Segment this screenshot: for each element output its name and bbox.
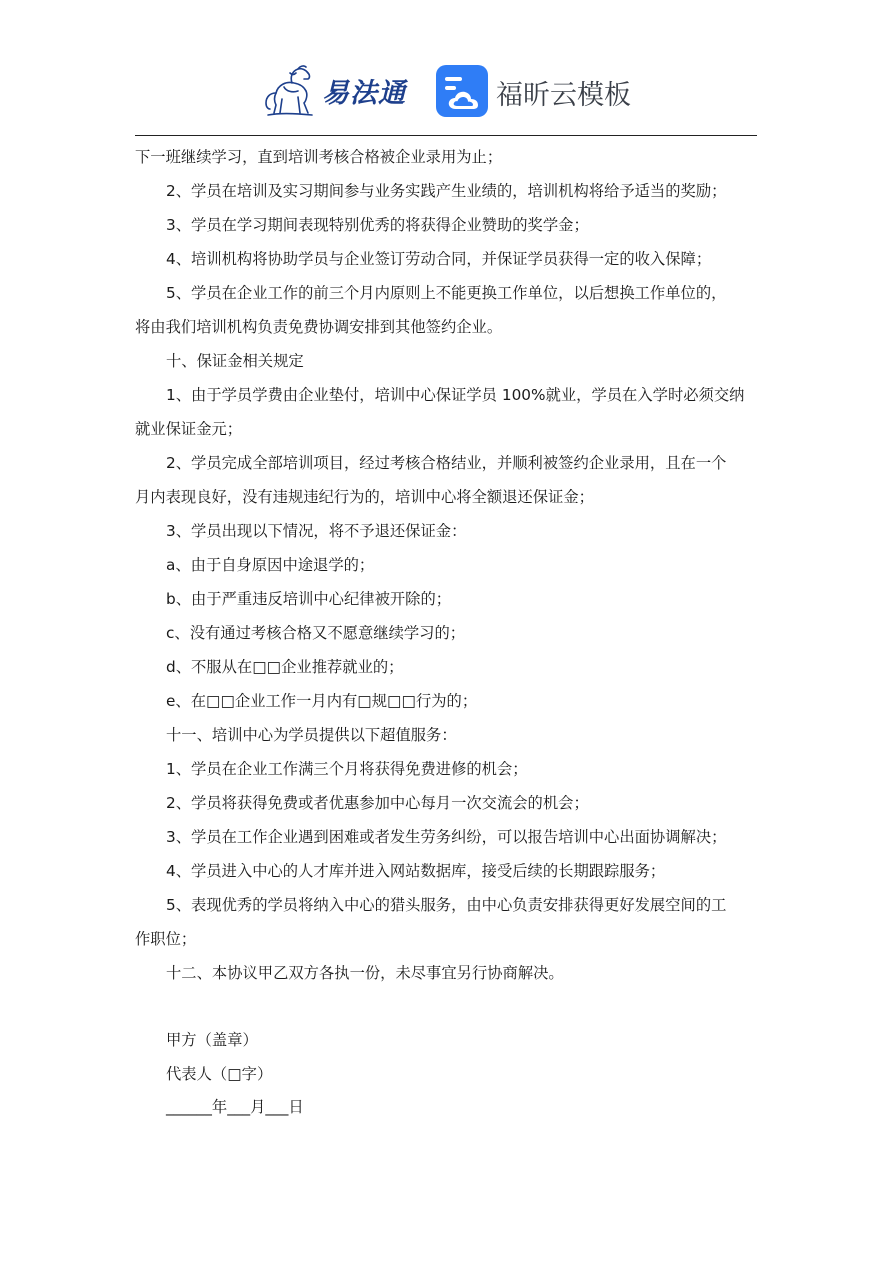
paragraph-line: 1、学员在企业工作满三个月将获得免费进修的机会； [166, 760, 528, 778]
document-body [135, 140, 757, 1125]
section-heading: 十二、本协议甲乙双方各执一份，未尽事宜另行协商解决。 [166, 964, 564, 982]
blank-line [135, 990, 757, 1024]
date-line: ______年___月___日 [166, 1098, 304, 1116]
list-item: c、没有通过考核合格又不愿意继续学习的； [166, 624, 466, 642]
paragraph-line: 作职位； [135, 930, 197, 948]
cloud-document-icon [436, 65, 488, 117]
fuxin-logo [436, 65, 636, 117]
paragraph-line: 3、学员在工作企业遇到困难或者发生劳务纠纷，可以报告培训中心出面协调解决； [166, 828, 727, 846]
paragraph-line: 月内表现良好，没有违规违纪行为的，培训中心将全额退还保证金； [135, 488, 594, 506]
paragraph-line: 下一班继续学习，直到培训考核合格被企业录用为止； [135, 148, 503, 166]
paragraph-line: 4、培训机构将协助学员与企业签订劳动合同，并保证学员获得一定的收入保障； [166, 250, 712, 268]
fuxin-logo-text: 福昕云模板 [496, 80, 631, 111]
paragraph-line: 2、学员在培训及实习期间参与业务实践产生业绩的，培训机构将给予适当的奖励； [166, 182, 727, 200]
paragraph-line: 2、学员完成全部培训项目，经过考核合格结业，并顺利被签约企业录用，且在一个 [166, 454, 727, 472]
yifatong-logo-text: 易法通 [322, 78, 406, 109]
list-item: b、由于严重违反培训中心纪律被开除的； [166, 590, 452, 608]
horse-logo-icon [262, 63, 322, 119]
paragraph-line: 2、学员将获得免费或者优惠参加中心每月一次交流会的机会； [166, 794, 589, 812]
paragraph-line: 5、表现优秀的学员将纳入中心的猎头服务，由中心负责安排获得更好发展空间的工 [166, 896, 727, 914]
page-header [0, 55, 893, 125]
list-item: d、不服从在□□企业推荐就业的； [166, 658, 404, 676]
paragraph-line: 3、学员在学习期间表现特别优秀的将获得企业赞助的奖学金； [166, 216, 589, 234]
representative-signature: 代表人（□字） [166, 1064, 273, 1083]
paragraph-line: 就业保证金元； [135, 420, 243, 438]
paragraph-line: 3、学员出现以下情况，将不予退还保证金： [166, 522, 467, 540]
section-heading: 十、保证金相关规定 [166, 352, 304, 370]
paragraph-line: 1、由于学员学费由企业垫付，培训中心保证学员 100%就业，学员在入学时必须交纳 [166, 386, 745, 404]
paragraph-line: 5、学员在企业工作的前三个月内原则上不能更换工作单位，以后想换工作单位的， [166, 284, 727, 302]
section-heading: 十一、培训中心为学员提供以下超值服务： [166, 726, 457, 744]
header-divider [135, 135, 757, 136]
list-item: a、由于自身原因中途退学的； [166, 556, 375, 574]
party-a-signature: 甲方（盖章） [166, 1031, 258, 1049]
yifatong-logo [262, 63, 412, 119]
list-item: e、在□□企业工作一月内有□规□□行为的； [166, 692, 478, 710]
paragraph-line: 4、学员进入中心的人才库并进入网站数据库，接受后续的长期跟踪服务； [166, 862, 666, 880]
paragraph-line: 将由我们培训机构负责免费协调安排到其他签约企业。 [135, 318, 503, 336]
